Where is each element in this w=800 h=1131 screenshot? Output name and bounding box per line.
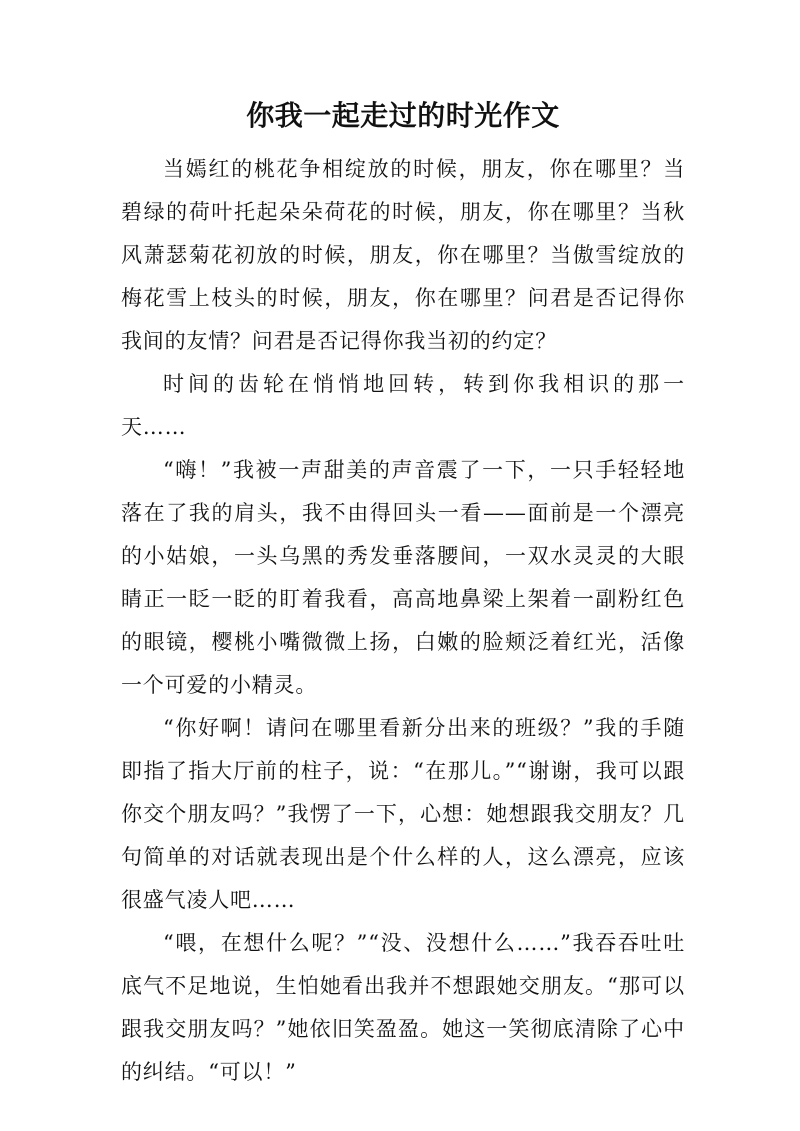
paragraph-2: 时间的齿轮在悄悄地回转，转到你我相识的那一天…… [121,372,685,439]
paragraph-1: 当嫣红的桃花争相绽放的时候，朋友，你在哪里？当碧绿的荷叶托起朵朵荷花的时候，朋友，你在哪里？当秋风萧瑟菊花初放的时候，朋友，你在哪里？当傲雪绽放的梅花雪上枝头的时候，朋友，你在哪里？问君是否记得你我间的友情？问君是否记得你我当初的约定？ [121,157,685,353]
document-title: 你我一起走过的时光作文 [246,99,560,132]
document-body [121,148,685,1094]
paragraph-5: “喂，在想什么呢？”“没、没想什么……”我吞吞吐吐底气不足地说，生怕她看出我并不想跟她交朋友。“那可以跟我交朋友吗？”她依旧笑盈盈。她这一笑彻底清除了心中的纠结。“可以！” [121,931,685,1084]
paragraph-4: “你好啊！请问在哪里看新分出来的班级？”我的手随即指了指大厅前的柱子，说：“在那儿。”“谢谢，我可以跟你交个朋友吗？”我愣了一下，心想：她想跟我交朋友？几句简单的对话就表现出是个什么样的人，这么漂亮，应该很盛气凌人吧…… [121,716,685,912]
paragraph-3: “嗨！”我被一声甜美的声音震了一下，一只手轻轻地落在了我的肩头，我不由得回头一看——面前是一个漂亮的小姑娘，一头乌黑的秀发垂落腰间，一双水灵灵的大眼睛正一眨一眨的盯着我看，高高地鼻梁上架着一副粉红色的眼镜，樱桃小嘴微微上扬，白嫩的脸颊泛着红光，活像一个可爱的小精灵。 [121,458,685,697]
